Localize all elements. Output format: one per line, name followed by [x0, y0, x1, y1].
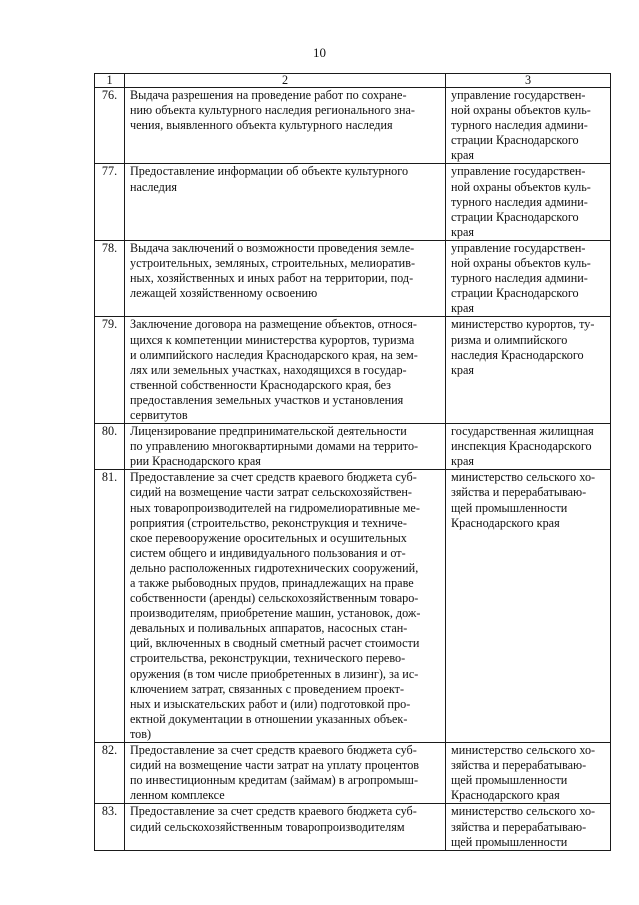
table-row	[95, 470, 611, 743]
service-name-line: Предоставление информации об объекте культурного	[130, 164, 409, 179]
service-name-line: систем общего и индивидуального пользования и от-	[130, 545, 406, 560]
authority-line: министерство сельского хо-	[451, 470, 596, 485]
authority-line: Краснодарского края	[451, 515, 560, 530]
authority-line: государственная жилищная	[451, 424, 594, 439]
authority-line: турного наследия админи-	[451, 271, 588, 286]
table-row	[95, 743, 611, 804]
authority-line: щей промышленности	[451, 773, 568, 788]
authority-cell	[446, 424, 611, 470]
service-name-line: ственной собственности Краснодарского края, без	[130, 377, 392, 392]
service-name-cell	[125, 470, 446, 743]
service-name-line: и олимпийского наследия Краснодарского края, на зем-	[130, 347, 418, 362]
table-header-row	[95, 74, 611, 88]
service-name-line: производителям, приобретение машин, установок, дож-	[130, 606, 421, 621]
service-name-line: сидий сельскохозяйственным товаропроизводителям	[130, 819, 405, 834]
authority-line: края	[451, 362, 475, 377]
service-name-line: сидий на возмещение части затрат сельскохозяйствен-	[130, 485, 412, 500]
service-name-line: предоставления земельных участков и установления	[130, 392, 404, 407]
service-name-line: а также рыбоводных прудов, принадлежащих на праве	[130, 576, 414, 590]
service-name-line: ных товаропроизводителей на гидромелиоративные ме-	[130, 500, 420, 515]
service-name-line: нию объекта культурного наследия регионального зна-	[130, 103, 415, 118]
authority-line: края	[451, 301, 475, 316]
row-number: 82.	[95, 743, 125, 804]
table-body	[95, 74, 611, 851]
authority-line: зяйства и перерабатываю-	[451, 819, 587, 834]
authority-line: Краснодарского края	[451, 788, 560, 803]
service-name-cell	[125, 804, 446, 850]
authority-line: ной охраны объектов куль-	[451, 179, 591, 194]
authority-line: края	[451, 454, 475, 469]
authority-line: зяйства и перерабатываю-	[451, 485, 587, 500]
authority-line: ной охраны объектов куль-	[451, 256, 591, 271]
authority-line: щей промышленности	[451, 500, 568, 515]
authority-line: края	[451, 224, 475, 239]
service-name-line: Предоставление за счет средств краевого бюджета суб-	[130, 804, 417, 819]
row-number: 83.	[95, 804, 125, 850]
row-number: 78.	[95, 240, 125, 316]
service-name-cell	[125, 88, 446, 164]
authority-cell	[446, 88, 611, 164]
table-row	[95, 88, 611, 164]
authority-line: щей промышленности	[451, 834, 568, 849]
authority-line: ризма и олимпийского	[451, 332, 568, 347]
authority-cell	[446, 804, 611, 850]
authority-line: зяйства и перерабатываю-	[451, 758, 587, 773]
service-name-line: лях или земельных участках, находящихся в государ-	[130, 362, 407, 377]
service-name-cell	[125, 743, 446, 804]
table-row	[95, 164, 611, 240]
service-name-line: девальных и поливальных аппаратов, насосных стан-	[130, 621, 408, 636]
service-name-cell	[125, 240, 446, 316]
service-name-cell	[125, 317, 446, 424]
authority-line: инспекция Краснодарского	[451, 439, 592, 454]
table-row	[95, 240, 611, 316]
service-name-line: ных и изыскательских работ и (или) подготовкой про-	[130, 696, 411, 711]
service-name-line: Предоставление за счет средств краевого бюджета суб-	[130, 743, 417, 758]
service-name-cell	[125, 164, 446, 240]
service-name-line: строительства, реконструкции, технического перево-	[130, 651, 406, 666]
row-number: 79.	[95, 317, 125, 424]
row-number: 76.	[95, 88, 125, 164]
service-name-line: устроительных, земляных, строительных, мелиоратив-	[130, 256, 416, 271]
authority-line: страции Краснодарского	[451, 286, 579, 301]
authority-line: ной охраны объектов куль-	[451, 103, 591, 118]
authority-line: управление государствен-	[451, 240, 586, 255]
authority-line: страции Краснодарского	[451, 133, 579, 148]
services-table	[94, 73, 611, 851]
service-name-line: Заключение договора на размещение объектов, относя-	[130, 317, 417, 332]
authority-line: министерство курортов, ту-	[451, 317, 595, 332]
authority-line: страции Краснодарского	[451, 209, 579, 224]
authority-line: министерство сельского хо-	[451, 804, 596, 819]
service-name-line: Лицензирование предпринимательской деятельности	[130, 424, 407, 439]
service-name-line: ектной документации в отношении указанных объек-	[130, 711, 408, 726]
table-row	[95, 804, 611, 850]
service-name-line: по управлению многоквартирными домами на террито-	[130, 439, 419, 454]
authority-cell	[446, 317, 611, 424]
service-name-line: ленном комплексе	[130, 788, 225, 803]
page-number: 10	[313, 45, 326, 60]
authority-cell	[446, 164, 611, 240]
service-name-line: чения, выявленного объекта культурного наследия	[130, 118, 393, 133]
service-name-line: Предоставление за счет средств краевого бюджета суб-	[130, 470, 417, 485]
service-name-line: роприятия (строительство, реконструкция и техниче-	[130, 515, 407, 530]
column-header-authority: 3	[446, 74, 611, 88]
authority-line: турного наследия админи-	[451, 118, 588, 133]
row-number: 77.	[95, 164, 125, 240]
service-name-line: тов)	[130, 726, 152, 741]
authority-line: турного наследия админи-	[451, 194, 588, 209]
service-name-line: Выдача заключений о возможности проведения земле-	[130, 240, 415, 255]
authority-line: управление государствен-	[451, 164, 586, 179]
authority-cell	[446, 240, 611, 316]
service-name-line: ключением затрат, связанных с проведением проект-	[130, 681, 405, 696]
authority-line: края	[451, 148, 475, 163]
service-name-cell	[125, 424, 446, 470]
service-name-line: дельно расположенных гидротехнических сооружений,	[130, 560, 419, 575]
table-row	[95, 317, 611, 424]
service-name-line: Выдача разрешения на проведение работ по сохране-	[130, 88, 407, 102]
service-name-line: собственности (аренды) сельскохозяйственным товаро-	[130, 591, 419, 606]
table-row	[95, 424, 611, 470]
service-name-line: наследия	[130, 179, 178, 194]
service-name-line: сервитутов	[130, 407, 188, 422]
row-number: 81.	[95, 470, 125, 743]
service-name-line: оружения (в том числе приобретенных в лизинг), за ис-	[130, 666, 419, 681]
authority-cell	[446, 743, 611, 804]
service-name-line: по инвестиционным кредитам (займам) в агропромыш-	[130, 773, 419, 788]
authority-line: наследия Краснодарского	[451, 347, 584, 362]
service-name-line: щихся к компетенции министерства курортов, туризма	[130, 332, 415, 347]
service-name-line: сидий на возмещение части затрат на уплату процентов	[130, 758, 420, 773]
service-name-line: ных, хозяйственных и иных работ на территории, под-	[130, 271, 414, 286]
column-header-number: 1	[95, 74, 125, 88]
service-name-line: рии Краснодарского края	[130, 454, 261, 469]
service-name-line: ций, включенных в сводный сметный расчет стоимости	[130, 636, 420, 651]
authority-line: министерство сельского хо-	[451, 743, 596, 758]
row-number: 80.	[95, 424, 125, 470]
authority-cell	[446, 470, 611, 743]
service-name-line: лежащей хозяйственному освоению	[130, 286, 318, 301]
authority-line: управление государствен-	[451, 88, 586, 102]
column-header-service: 2	[125, 74, 446, 88]
service-name-line: ское перевооружение оросительных и осушительных	[130, 530, 407, 545]
